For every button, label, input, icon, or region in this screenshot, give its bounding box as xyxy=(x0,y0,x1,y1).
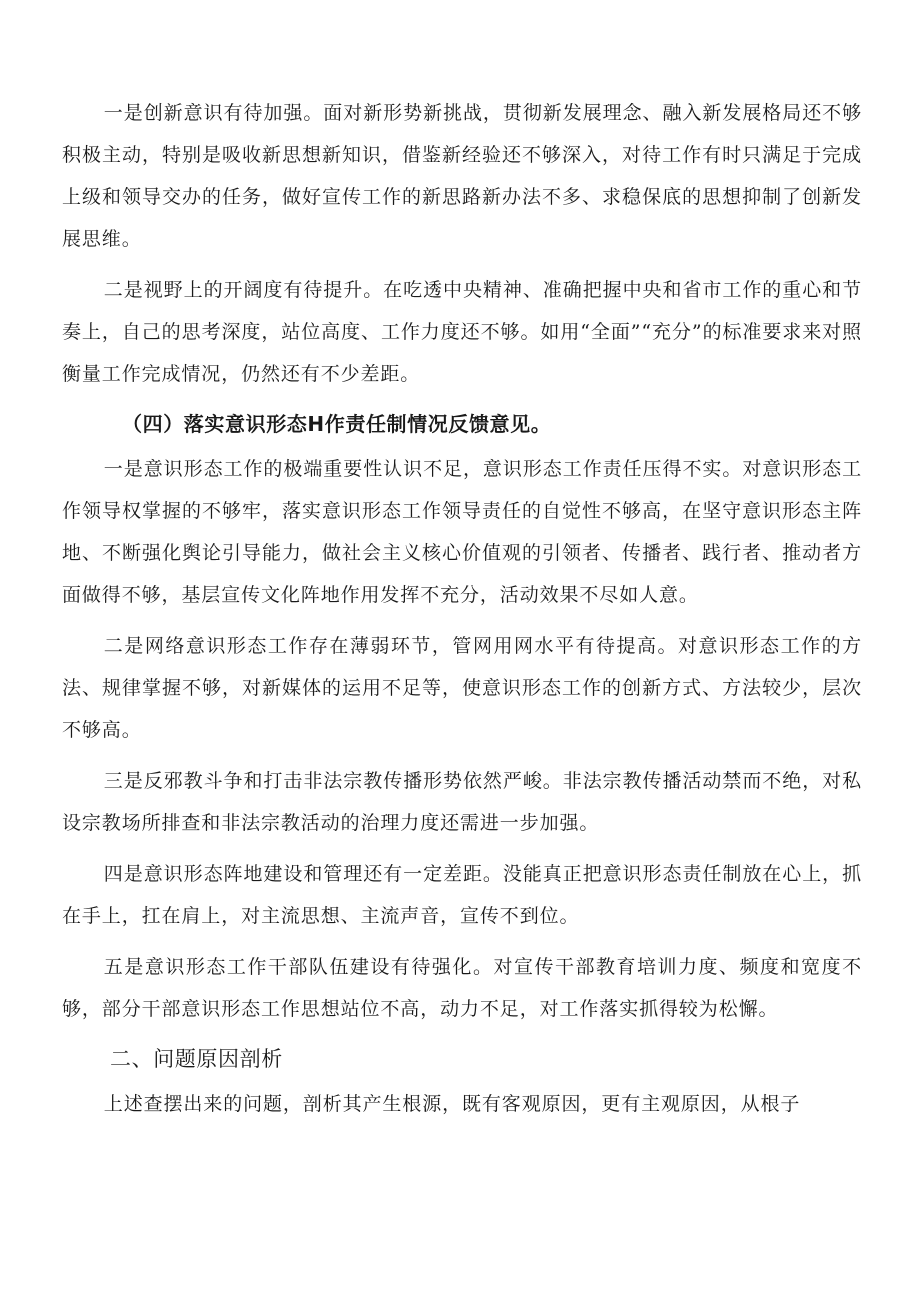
paragraph-innovation-awareness: 一是创新意识有待加强。面对新形势新挑战，贯彻新发展理念、融入新发展格局还不够积极主动，特别是吸收新思想新知识，借鉴新经验还不够深入，对待工作有时只满足于完成上级和领导交办的任务，做好宣传工作的新思路新办法不多、求稳保底的思想抑制了创新发展思维。 xyxy=(62,102,862,250)
section-two-heading: 二、问题原因剖析 xyxy=(110,1047,283,1071)
paragraph-anti-cult: 三是反邪教斗争和打击非法宗教传播形势依然严峻。非法宗教传播活动禁而不绝，对私设宗教场所排查和非法宗教活动的治理力度还需进一步加强。 xyxy=(62,770,862,834)
section-four-heading: （四）落实意识形态H作责任制情况反馈意见。 xyxy=(122,412,552,436)
paragraph-cadre-team: 五是意识形态工作干部队伍建设有待强化。对宣传干部教育培训力度、频度和宽度不够，部分干部意识形态工作思想站位不高，动力不足，对工作落实抓得较为松懈。 xyxy=(62,956,862,1020)
paragraph-vision-breadth: 二是视野上的开阔度有待提升。在吃透中央精神、准确把握中央和省市工作的重心和节奏上，自己的思考深度，站位高度、工作力度还不够。如用“全面”“充分”的标准要求来对照衡量工作完成情况，仍然还有不少差距。 xyxy=(62,279,862,385)
paragraph-network-ideology: 二是网络意识形态工作存在薄弱环节，管网用网水平有待提高。对意识形态工作的方法、规律掌握不够，对新媒体的运用不足等，使意识形态工作的创新方式、方法较少，层次不够高。 xyxy=(62,635,862,741)
document-body xyxy=(62,92,862,1134)
paragraph-ideology-importance: 一是意识形态工作的极端重要性认识不足，意识形态工作责任压得不实。对意识形态工作领导权掌握的不够牢，落实意识形态工作领导责任的自觉性不够高，在坚守意识形态主阵地、不断强化舆论引导能力，做社会主义核心价值观的引领者、传播者、践行者、推动者方面做得不够，基层宣传文化阵地作用发挥不充分，活动效果不尽如人意。 xyxy=(62,458,862,606)
paragraph-position-building: 四是意识形态阵地建设和管理还有一定差距。没能真正把意识形态责任制放在心上，抓在手上，扛在肩上，对主流思想、主流声音，宣传不到位。 xyxy=(62,863,862,927)
paragraph-cause-analysis: 上述查摆出来的问题，剖析其产生根源，既有客观原因，更有主观原因，从根子 xyxy=(103,1093,801,1115)
